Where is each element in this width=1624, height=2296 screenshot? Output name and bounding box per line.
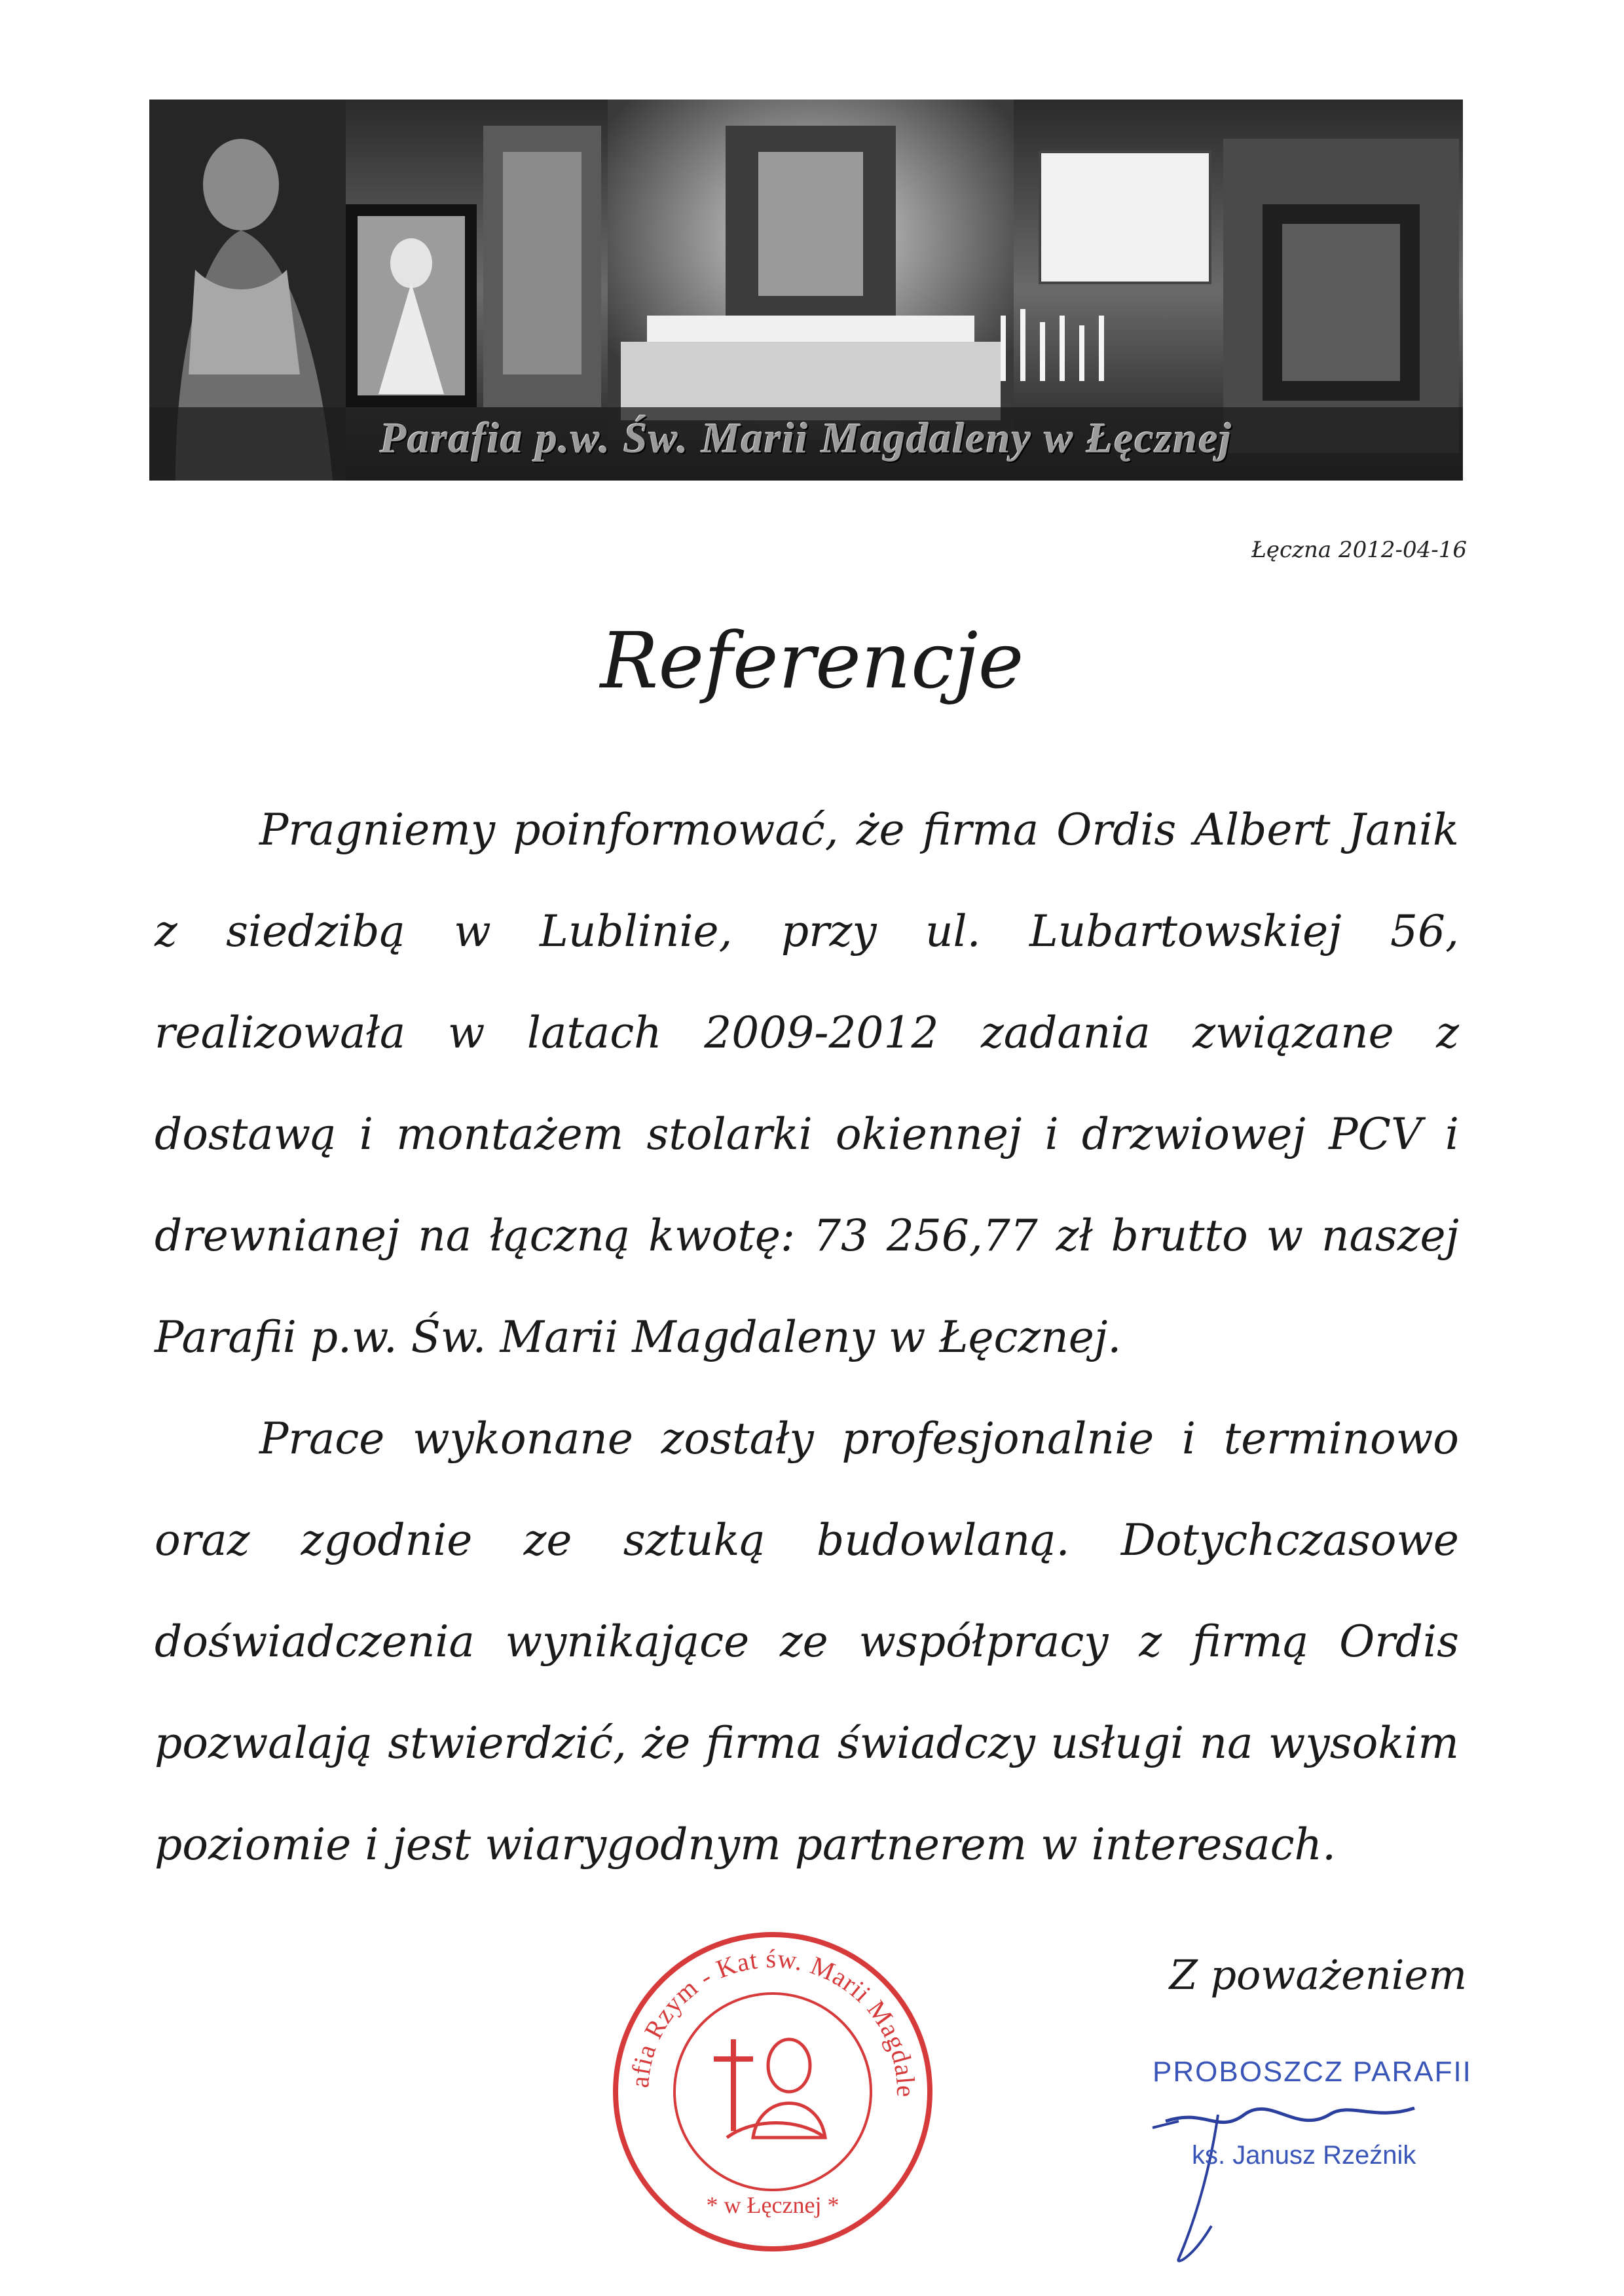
paragraph-1: Pragniemy poinformować, że firma Ordis Albert Janik z siedzibą w Lublinie, przy ul. Lubartowskiej 56, realizowała w latach 2009-2012 zadania związane z dostawą i montażem stolarki okiennej i drzwiowej PCV i drewnianej na łączną kwotę: 73 256,77 zł brutto w naszej Parafii p.w. Św. Marii Magdaleny w Łęcznej.: [155, 805, 1459, 1362]
parish-stamp: [602, 1922, 943, 2262]
signature-title: PROBOSZCZ PARAFII: [1153, 2056, 1472, 2088]
paragraph-2: Prace wykonane zostały profesjonalnie i terminowo oraz zgodnie ze sztuką budowlaną. Dotychczasowe doświadczenia wynikające ze współpracy z firmą Ordis pozwalają stwierdzić, że firma świadczy usługi na wysokim poziomie i jest wiarygodnym partnerem w interesach.: [155, 1413, 1459, 1870]
signature-block: [1113, 2043, 1480, 2278]
banner-caption: Parafia p.w. Św. Marii Magdaleny w Łęcznej: [380, 414, 1232, 462]
stamp-seal-icon: [602, 1922, 943, 2262]
header-banner: [149, 100, 1463, 481]
svg-text:Parafia Rzym - Kat św. Marii M: afia Rzym - Kat św. Marii Magdale: [624, 1943, 921, 2098]
closing-salutation: Z poważeniem: [1169, 1951, 1467, 1999]
signature-name: ks. Janusz Rzeźnik: [1192, 2141, 1416, 2170]
letter-body: [155, 779, 1459, 1895]
document-date: Łęczna 2012-04-16: [1251, 537, 1467, 563]
document-title: Referencje: [600, 615, 1024, 706]
svg-text:* w Łęcznej *: * w Łęcznej *: [706, 2192, 840, 2218]
